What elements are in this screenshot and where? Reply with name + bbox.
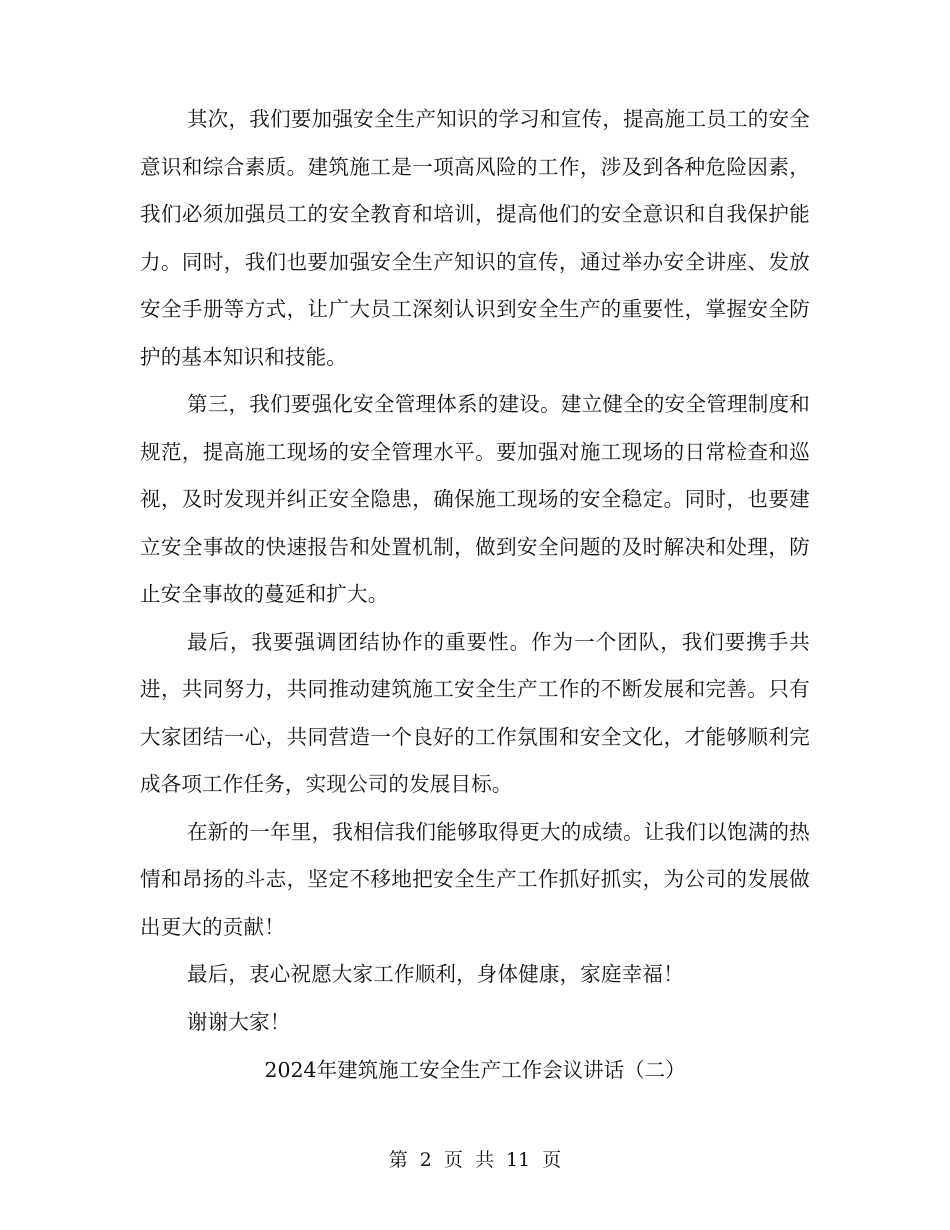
- paragraph-safety-management: 第三，我们要强化安全管理体系的建设。建立健全的安全管理制度和规范，提高施工现场的安全管理水平。要加强对施工现场的日常检查和巡视，及时发现并纠正安全隐患，确保施工现场的安全稳定。同时，也要建立安全事故的快速报告和处置机制，做到安全问题的及时解决和处理，防止安全事故的蔓延和扩大。: [140, 392, 810, 606]
- paragraph-new-year: 在新的一年里，我相信我们能够取得更大的成绩。让我们以饱满的热情和昂扬的斗志，坚定不移地把安全生产工作抓好抓实，为公司的发展做出更大的贡献！: [140, 819, 810, 939]
- page-number-footer: 第 2 页 共 11 页: [388, 1149, 562, 1171]
- paragraph-teamwork: 最后，我要强调团结协作的重要性。作为一个团队，我们要携手共进，共同努力，共同推动建筑施工安全生产工作的不断发展和完善。只有大家团结一心，共同营造一个良好的工作氛围和安全文化，才能够顺利完成各项工作任务，实现公司的发展目标。: [140, 629, 810, 796]
- document-body: [140, 96, 810, 1046]
- paragraph-wishes: 最后，衷心祝愿大家工作顺利，身体健康，家庭幸福！: [187, 962, 684, 986]
- next-section-title: 2024年建筑施工安全生产工作会议讲话（二）: [264, 1058, 686, 1082]
- paragraph-safety-knowledge: 其次，我们要加强安全生产知识的学习和宣传，提高施工员工的安全意识和综合素质。建筑施工是一项高风险的工作，涉及到各种危险因素，我们必须加强员工的安全教育和培训，提高他们的安全意识和自我保护能力。同时，我们也要加强安全生产知识的宣传，通过举办安全讲座、发放安全手册等方式，让广大员工深刻认识到安全生产的重要性，掌握安全防护的基本知识和技能。: [140, 107, 810, 369]
- paragraph-thanks: 谢谢大家！: [187, 1009, 291, 1034]
